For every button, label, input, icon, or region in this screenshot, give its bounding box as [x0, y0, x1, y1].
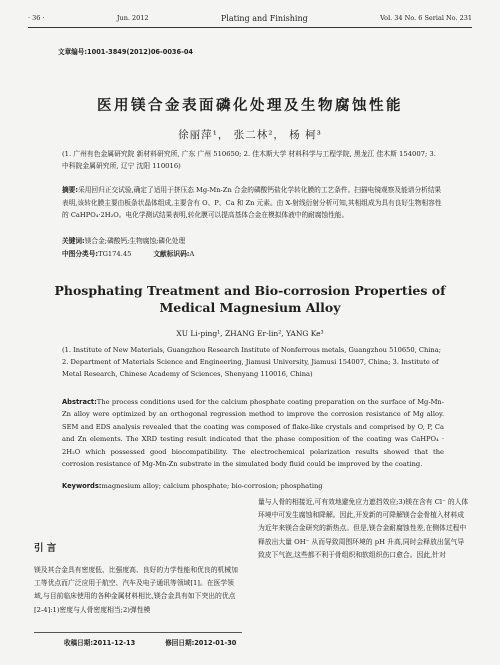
journal-name: Plating and Finishing [220, 13, 308, 23]
affiliation-en: (1. Institute of New Materials, Guangzhou Research Institute of Nonferrous metals, Guangzhou 510650, China; 2. Department of Materials Science and Engineering, Jiamusi University, Jiamusi 154007, China; 3. Institute of Metal Research, Chinese Academy of Sciences, Shenyang 110016, China) [62, 346, 441, 379]
volume-info: Vol. 34 No. 6 Serial No. 231 [380, 14, 472, 22]
keywords-zh-text: 镁合金;磷酸钙;生物腐蚀;磷化处理 [84, 237, 186, 245]
abstract-zh-label: 摘要: [62, 186, 79, 194]
intro-left-text: 镁及其合金具有密度低、比强度高、良好的力学性能和优良的机械加工等优点而广泛应用于航空、汽车及电子通讯等领域[1]。在医学领域,与目前临床使用的各种金属材料相比,镁合金具有如下突出的优点[2-4]:1)密度与人骨密度相当;2)弹性模 [34, 566, 238, 614]
keywords-zh [62, 235, 185, 245]
authors-zh: 徐丽萍¹， 张二林²， 杨 柯³ [178, 129, 322, 141]
doc-code-label: 文献标识码: [153, 250, 190, 258]
running-header [28, 10, 472, 26]
header-rule [28, 27, 472, 28]
abstract-en-label: Abstract: [62, 398, 97, 406]
keywords-en-text: magnesium alloy; calcium phosphate; bio-corrosion; phosphating [101, 482, 323, 490]
title-zh: 医用镁合金表面磷化处理及生物腐蚀性能 [97, 98, 403, 114]
title-en-line2: Medical Magnesium Alloy [159, 300, 341, 315]
revised-date: 修回日期:2012-01-30 [165, 639, 237, 647]
authors-en: XU Li-ping¹, ZHANG Er-lin², YANG Ke³ [176, 329, 324, 338]
keywords-en-label: Keywords: [62, 482, 102, 490]
abstract-en-text: The process conditions used for the calcium phosphate coating preparation on the surface of Mg-Mn-Zn alloy were optimized by an orthogonal regression method to improve the corrosion resistance of Mg alloy. SEM and EDS analysis revealed that the coating was composed of flake-like crystals and comprised by O, P, Ca and Zn elements. The XRD testing result indicated that the phase composition of the coating was CaHPO₄ · 2H₂O which possessed good biocompatibility. The electrochemical polarization results showed that the corrosion resistance of Mg-Mn-Zn substrate in the simulated body fluid could be improved by the coating. [62, 398, 444, 469]
abstract-en [62, 396, 444, 470]
dates-footnote [64, 637, 236, 647]
footnote-rule [34, 632, 242, 633]
intro-left-column [34, 540, 242, 617]
article-number: 文章编号:1001-3849(2012)06-0036-04 [58, 48, 194, 56]
abstract-zh [62, 184, 445, 222]
page-number: · 36 · [28, 14, 45, 22]
clc-label: 中图分类号: [62, 250, 99, 258]
received-date: 收稿日期:2011-12-13 [64, 639, 136, 647]
intro-heading: 引 言 [34, 543, 57, 554]
classification-line [62, 248, 194, 258]
title-en-line1: Phosphating Treatment and Bio-corrosion Properties of [54, 283, 446, 298]
keywords-en [62, 482, 444, 490]
affiliation-zh: (1. 广州有色金属研究院 新材料研究所, 广东 广州 510650; 2. 佳木斯大学 材料科学与工程学院, 黑龙江 佳木斯 154007; 3. 中科院金属研究所, 辽宁 沈阳 110016) [62, 150, 436, 170]
clc-value: TG174.45 [98, 250, 132, 258]
title-en [0, 282, 500, 316]
doc-code-value: A [189, 250, 195, 258]
intro-right-column: 量与人骨的相接近,可有效地避免应力遮挡效应;3)镁在含有 Cl⁻ 的人体环境中可发生腐蚀和降解。因此,开发新的可降解镁合金骨植入材料成为近年来镁合金研究的新热点。但是,镁合金耐腐蚀性差,在侧体过程中释放出大量 OH⁻ 从而导致周围环境的 pH 升高,同时会释放出氢气导致皮下气泡,这些都不利于骨组织和软组织伤口愈合。因此,针对 [258, 498, 469, 559]
issue-date: Jun. 2012 [116, 14, 149, 22]
keywords-zh-label: 关键词: [62, 237, 85, 245]
abstract-zh-text: 采用回归正交试验,确定了适用于挤压态 Mg-Mn-Zn 合金的磷酸钙盐化学转化膜的工艺条件。扫描电镜观察及能谱分析结果表明,该转化膜主要由板条状晶体组成,主要含有 O、P、Ca 和 Zn 元素。由 X-射线衍射分析可知,其相组成为具有良好生物相容性的 CaHPO₄·2H₂O。电化学测试结果表明,转化膜可以提高基体合金在模拟体液中的耐腐蚀性能。 [62, 186, 442, 219]
